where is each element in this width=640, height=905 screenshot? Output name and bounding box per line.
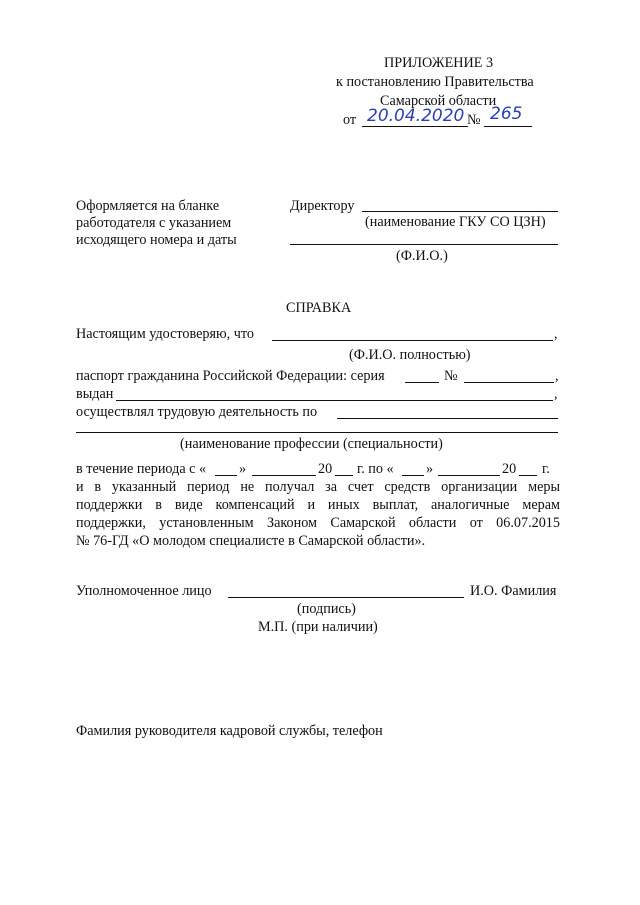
document-title: СПРАВКА bbox=[286, 300, 352, 316]
org-caption: (наименование ГКУ СО ЦЗН) bbox=[365, 214, 546, 230]
comma: , bbox=[554, 326, 558, 342]
passport-no-label: № bbox=[444, 368, 458, 384]
left-note-line2: работодателя с указанием bbox=[76, 215, 232, 231]
region-name: Самарской области bbox=[380, 93, 497, 109]
paragraph-line-2: поддержки в виде компенсаций и иных выплат, аналогичные мерам bbox=[76, 497, 560, 513]
director-line[interactable] bbox=[362, 211, 558, 212]
hr-head-label: Фамилия руководителя кадровой службы, телефон bbox=[76, 723, 383, 739]
fio-line[interactable] bbox=[290, 244, 558, 245]
handwritten-date: 20.04.2020 bbox=[367, 106, 465, 126]
period-from-year-line[interactable] bbox=[335, 475, 353, 476]
quote-close: » bbox=[239, 461, 247, 477]
passport-label: паспорт гражданина Российской Федерации: серия bbox=[76, 368, 385, 384]
left-note-line1: Оформляется на бланке bbox=[76, 198, 220, 214]
stamp-note: М.П. (при наличии) bbox=[258, 619, 378, 635]
number-label: № bbox=[467, 112, 481, 128]
passport-series-line[interactable] bbox=[405, 382, 439, 383]
period-from-label: в течение периода с « bbox=[76, 461, 207, 477]
handwritten-number: 265 bbox=[490, 104, 523, 124]
year-prefix-from: 20 bbox=[318, 461, 333, 477]
profession-line[interactable] bbox=[76, 432, 558, 433]
resolution-ref: к постановлению Правительства bbox=[336, 74, 534, 90]
authorized-person-label: Уполномоченное лицо bbox=[76, 583, 212, 599]
director-label: Директору bbox=[290, 198, 355, 214]
fio-caption: (Ф.И.О.) bbox=[396, 248, 448, 264]
year-suffix-end: г. bbox=[542, 461, 550, 477]
signer-name: И.О. Фамилия bbox=[470, 583, 557, 599]
period-from-month-line[interactable] bbox=[252, 475, 316, 476]
fio-full-caption: (Ф.И.О. полностью) bbox=[349, 347, 471, 363]
issued-label: выдан bbox=[76, 386, 114, 402]
year-prefix-to: 20 bbox=[502, 461, 517, 477]
comma: , bbox=[555, 368, 559, 384]
number-underline bbox=[484, 126, 532, 127]
date-underline bbox=[362, 126, 468, 127]
period-to-year-line[interactable] bbox=[519, 475, 537, 476]
certify-label: Настоящим удостоверяю, что bbox=[76, 326, 254, 342]
comma: , bbox=[554, 386, 558, 402]
passport-number-line[interactable] bbox=[464, 382, 554, 383]
certify-fio-line[interactable] bbox=[272, 340, 553, 341]
from-label: от bbox=[343, 112, 357, 128]
appendix-title: ПРИЛОЖЕНИЕ 3 bbox=[384, 55, 494, 71]
quote-close: » bbox=[426, 461, 434, 477]
period-to-day-line[interactable] bbox=[402, 475, 424, 476]
paragraph-line-4: № 76-ГД «О молодом специалисте в Самарской области». bbox=[76, 533, 426, 549]
worked-label: осуществлял трудовую деятельность по bbox=[76, 404, 318, 420]
left-note-line3: исходящего номера и даты bbox=[76, 232, 237, 248]
paragraph-line-3: поддержки, установленным Законом Самарской области от 06.07.2015 bbox=[76, 515, 560, 531]
paragraph-line-1: и в указанный период не получал за счет средств организации меры bbox=[76, 479, 560, 495]
profession-caption: (наименование профессии (специальности) bbox=[180, 436, 443, 452]
period-from-day-line[interactable] bbox=[215, 475, 237, 476]
period-to-month-line[interactable] bbox=[438, 475, 500, 476]
worked-line[interactable] bbox=[337, 418, 558, 419]
signature-caption: (подпись) bbox=[297, 601, 356, 617]
signature-line[interactable] bbox=[228, 597, 464, 598]
issued-line[interactable] bbox=[116, 400, 553, 401]
year-suffix-from: г. по « bbox=[357, 461, 394, 477]
